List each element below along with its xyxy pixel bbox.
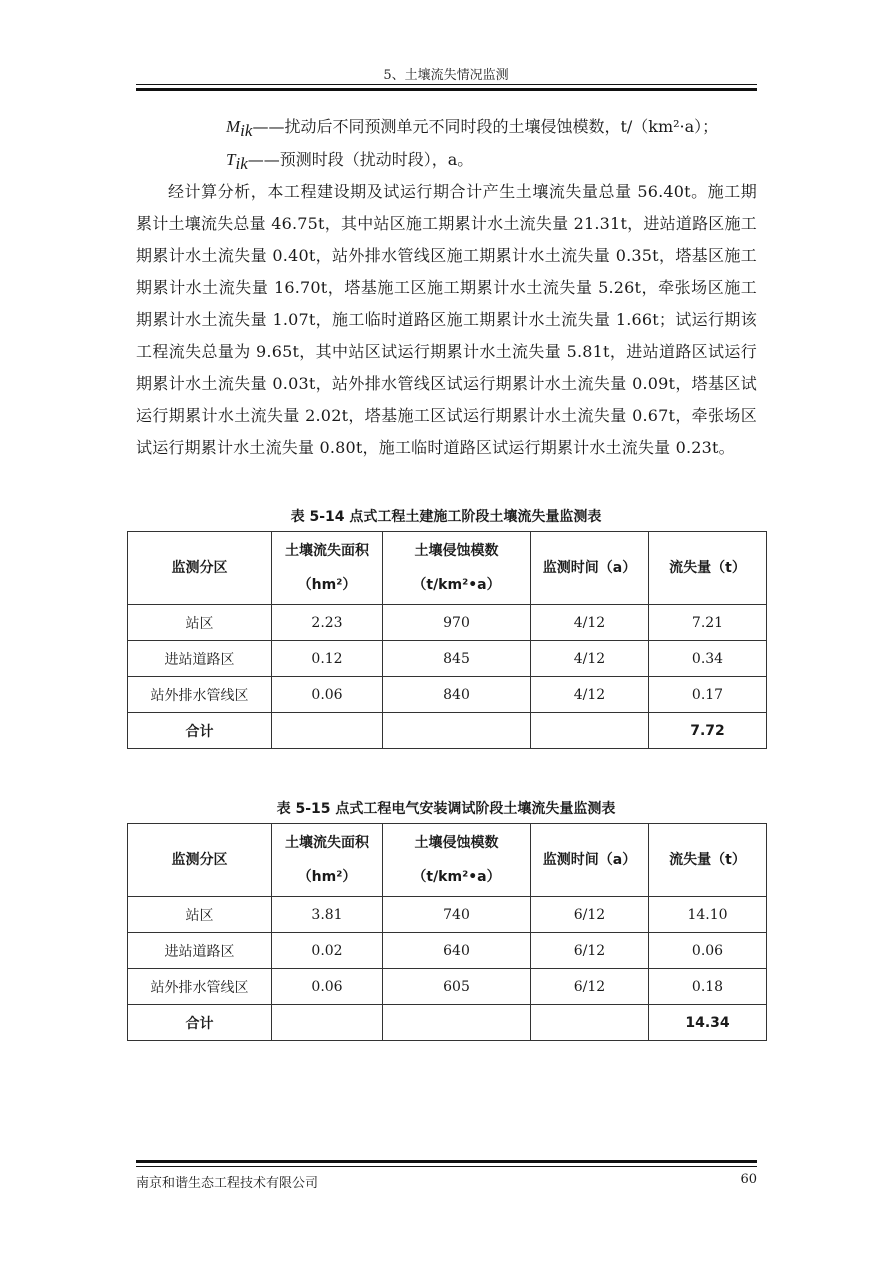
col-modulus: 土壤侵蚀模数 （t/km²•a）: [383, 824, 531, 897]
table-row: 站区 2.23 970 4/12 7.21: [128, 605, 767, 641]
definition-m: $M_{ik}——$扰动后不同预测单元不同时段的土壤侵蚀模数，t/（km²·a）；: [226, 117, 719, 141]
footer-company: 南京和谐生态工程技术有限公司: [136, 1176, 319, 1191]
table-5-15: [127, 823, 767, 1041]
col-zone: 监测分区: [128, 824, 272, 897]
table-header-row: [128, 532, 767, 605]
table-5-15-caption: 表 5-15 点式工程电气安装调试阶段土壤流失量监测表: [276, 801, 616, 817]
running-header: 5、土壤流失情况监测: [383, 68, 509, 83]
table-row: 站外排水管线区 0.06 605 6/12 0.18: [128, 969, 767, 1005]
table-header-row: [128, 824, 767, 897]
col-time: 监测时间（a）: [531, 824, 649, 897]
header-rule-thin: [136, 84, 757, 85]
footer-rule-thick: [136, 1160, 757, 1163]
table-5-14: [127, 531, 767, 749]
table-total-row: 合计 14.34: [128, 1005, 767, 1041]
analysis-paragraph: 经计算分析，本工程建设期及试运行期合计产生土壤流失量总量 56.40t。施工期累计土壤流失总量 46.75t，其中站区施工期累计水土流失量 21.31t，进站道路区施工期累计水土流失量 0.40t，站外排水管线区施工期累计水土流失量 0.35t，塔基区施工期累计水土流失量 16.70t，塔基施工区施工期累计水土流失量 5.26t，牵张场区施工期累计水土流失量 1.07t，施工临时道路区施工期累计水土流失量 1.66t；试运行期该工程流失总量为 9.65t，其中站区试运行期累计水土流失量 5.81t，进站道路区试运行期累计水土流失量 0.03t，站外排水管线区试运行期累计水土流失量 0.09t，塔基区试运行期累计水土流失量 2.02t，塔基施工区试运行期累计水土流失量 0.67t，牵张场区试运行期累计水土流失量 0.80t，施工临时道路区试运行期累计水土流失量 0.23t。: [136, 182, 757, 457]
table-5-14-caption: 表 5-14 点式工程土建施工阶段土壤流失量监测表: [290, 509, 602, 525]
col-zone: 监测分区: [128, 532, 272, 605]
definition-t: $T_{ik}——$预测时段（扰动时段），a。: [226, 150, 474, 174]
table-row: 站区 3.81 740 6/12 14.10: [128, 897, 767, 933]
table-row: 站外排水管线区 0.06 840 4/12 0.17: [128, 677, 767, 713]
footer-rule-thin: [136, 1166, 757, 1167]
table-row: 进站道路区 0.02 640 6/12 0.06: [128, 933, 767, 969]
col-area: 土壤流失面积 （hm²）: [272, 532, 383, 605]
col-area: 土壤流失面积 （hm²）: [272, 824, 383, 897]
header-rule-thick: [136, 88, 757, 91]
col-loss: 流失量（t）: [649, 532, 767, 605]
table-row: 进站道路区 0.12 845 4/12 0.34: [128, 641, 767, 677]
page-number: 60: [740, 1172, 757, 1187]
col-time: 监测时间（a）: [531, 532, 649, 605]
col-modulus: 土壤侵蚀模数 （t/km²•a）: [383, 532, 531, 605]
table-total-row: 合计 7.72: [128, 713, 767, 749]
col-loss: 流失量（t）: [649, 824, 767, 897]
